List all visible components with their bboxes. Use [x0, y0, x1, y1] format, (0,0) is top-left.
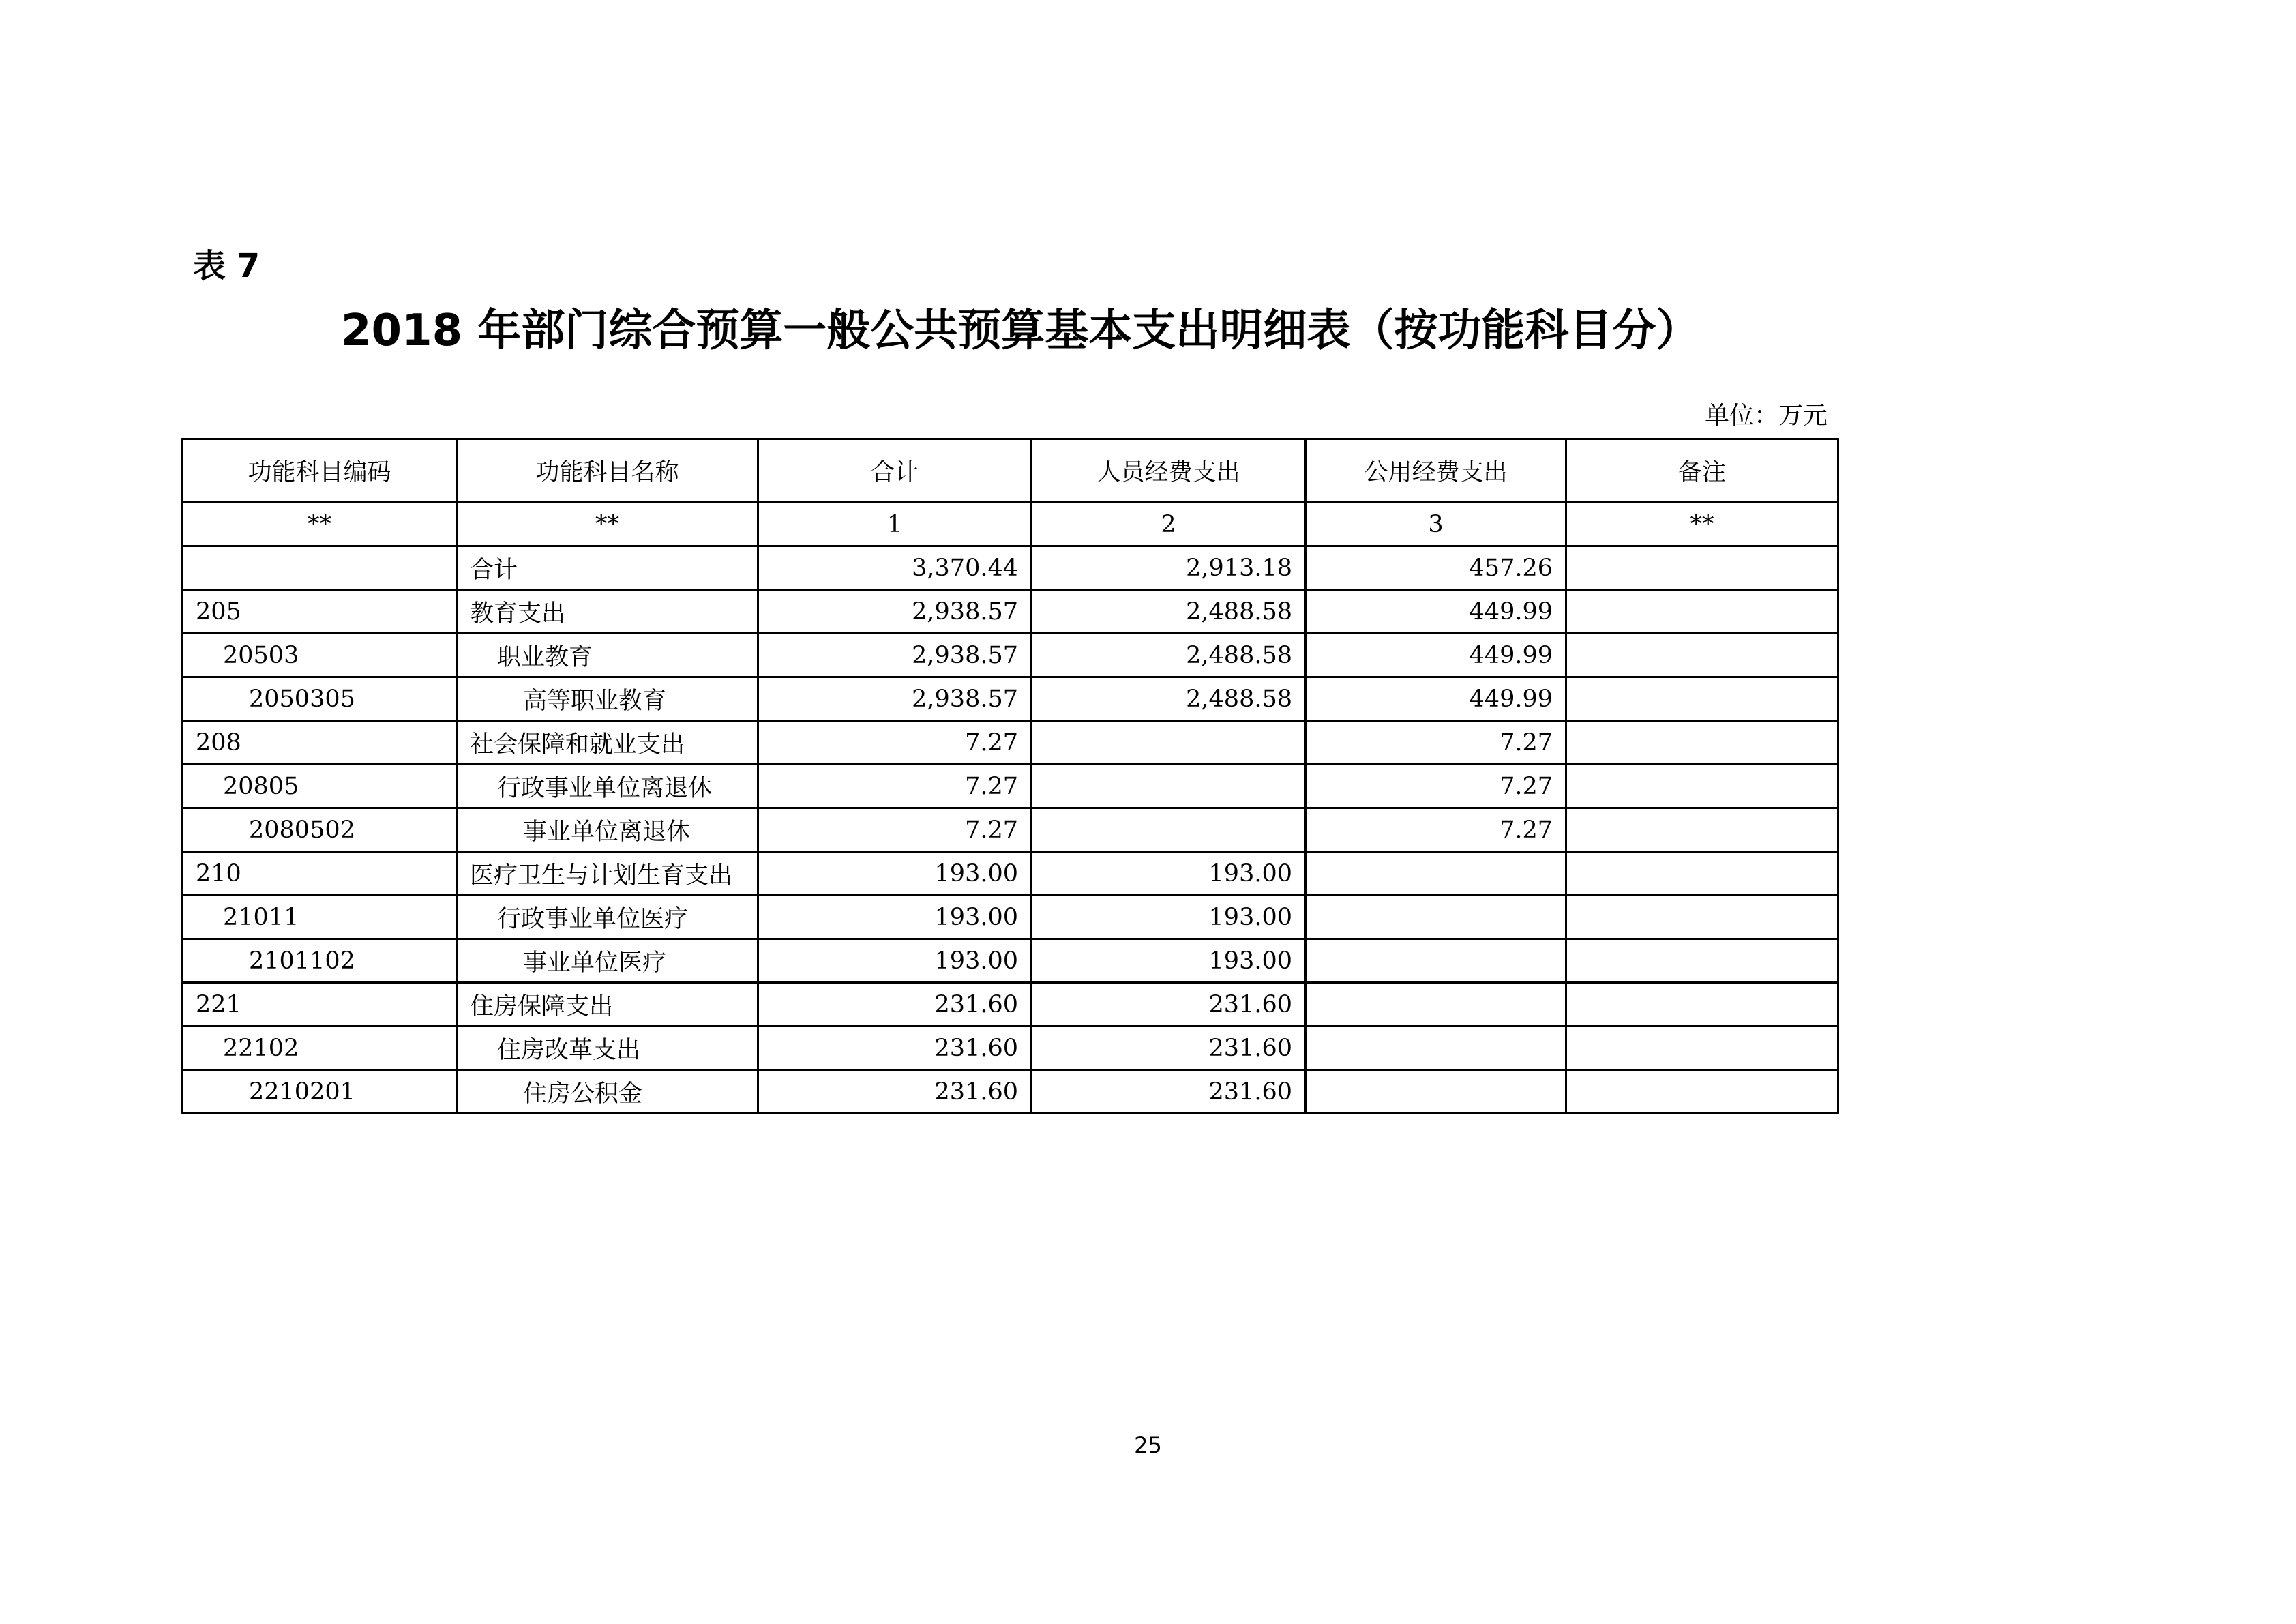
table-row — [183, 896, 1838, 939]
personnel-cell — [1032, 808, 1306, 852]
personnel-cell — [1032, 721, 1306, 765]
budget-table — [181, 438, 1839, 1114]
public-cell — [1306, 852, 1566, 896]
table-row-total — [183, 546, 1838, 590]
name-cell: 社会保障和就业支出 — [457, 721, 758, 765]
note-cell — [1566, 983, 1838, 1027]
total-cell: 193.00 — [758, 852, 1032, 896]
code-cell: 210 — [183, 852, 457, 896]
page-title: 2018 年部门综合预算一般公共预算基本支出明细表（按功能科目分） — [341, 306, 1700, 356]
name-cell: 高等职业教育 — [457, 677, 758, 721]
public-cell — [1306, 1027, 1566, 1070]
table-row — [183, 590, 1838, 634]
index-cell: ** — [1566, 503, 1838, 546]
code-cell: 2080502 — [183, 808, 457, 852]
code-cell: 22102 — [183, 1027, 457, 1070]
total-cell: 231.60 — [758, 1070, 1032, 1114]
code-cell: 20503 — [183, 634, 457, 677]
note-cell — [1566, 634, 1838, 677]
public-cell: 7.27 — [1306, 808, 1566, 852]
public-cell: 457.26 — [1306, 546, 1566, 590]
table-row — [183, 1027, 1838, 1070]
public-cell: 7.27 — [1306, 765, 1566, 808]
name-cell: 住房改革支出 — [457, 1027, 758, 1070]
table-row — [183, 677, 1838, 721]
code-cell: 221 — [183, 983, 457, 1027]
index-row — [183, 503, 1838, 546]
total-cell: 2,938.57 — [758, 634, 1032, 677]
index-cell: ** — [457, 503, 758, 546]
table-row — [183, 1070, 1838, 1114]
index-cell: 1 — [758, 503, 1032, 546]
table-row — [183, 852, 1838, 896]
code-cell: 2210201 — [183, 1070, 457, 1114]
name-cell: 住房公积金 — [457, 1070, 758, 1114]
public-cell — [1306, 1070, 1566, 1114]
code-cell: 2101102 — [183, 939, 457, 983]
name-cell: 医疗卫生与计划生育支出 — [457, 852, 758, 896]
table-row — [183, 721, 1838, 765]
public-cell — [1306, 983, 1566, 1027]
name-cell: 事业单位医疗 — [457, 939, 758, 983]
public-cell: 449.99 — [1306, 634, 1566, 677]
personnel-cell: 2,913.18 — [1032, 546, 1306, 590]
total-cell: 2,938.57 — [758, 590, 1032, 634]
public-cell — [1306, 939, 1566, 983]
header-personnel: 人员经费支出 — [1032, 439, 1306, 503]
public-cell — [1306, 896, 1566, 939]
personnel-cell: 2,488.58 — [1032, 634, 1306, 677]
header-note: 备注 — [1566, 439, 1838, 503]
personnel-cell: 231.60 — [1032, 1027, 1306, 1070]
total-cell: 7.27 — [758, 808, 1032, 852]
table-row — [183, 765, 1838, 808]
note-cell — [1566, 896, 1838, 939]
unit-label: 单位：万元 — [1704, 402, 1828, 430]
name-cell: 职业教育 — [457, 634, 758, 677]
total-cell: 7.27 — [758, 765, 1032, 808]
public-cell: 7.27 — [1306, 721, 1566, 765]
personnel-cell — [1032, 765, 1306, 808]
public-cell: 449.99 — [1306, 590, 1566, 634]
code-cell: 2050305 — [183, 677, 457, 721]
note-cell — [1566, 1027, 1838, 1070]
code-cell: 21011 — [183, 896, 457, 939]
total-cell: 7.27 — [758, 721, 1032, 765]
personnel-cell: 231.60 — [1032, 1070, 1306, 1114]
note-cell — [1566, 852, 1838, 896]
name-cell: 行政事业单位医疗 — [457, 896, 758, 939]
public-cell: 449.99 — [1306, 677, 1566, 721]
note-cell — [1566, 546, 1838, 590]
personnel-cell: 2,488.58 — [1032, 677, 1306, 721]
header-row — [183, 439, 1838, 503]
page-number: 25 — [1134, 1432, 1162, 1458]
note-cell — [1566, 808, 1838, 852]
personnel-cell: 193.00 — [1032, 939, 1306, 983]
total-cell: 193.00 — [758, 939, 1032, 983]
note-cell — [1566, 721, 1838, 765]
total-cell: 193.00 — [758, 896, 1032, 939]
note-cell — [1566, 677, 1838, 721]
name-cell: 事业单位离退休 — [457, 808, 758, 852]
code-cell: 208 — [183, 721, 457, 765]
index-cell: ** — [183, 503, 457, 546]
index-cell: 3 — [1306, 503, 1566, 546]
code-cell — [183, 546, 457, 590]
name-cell: 教育支出 — [457, 590, 758, 634]
header-total: 合计 — [758, 439, 1032, 503]
total-cell: 3,370.44 — [758, 546, 1032, 590]
total-cell: 2,938.57 — [758, 677, 1032, 721]
table-row — [183, 983, 1838, 1027]
personnel-cell: 193.00 — [1032, 852, 1306, 896]
note-cell — [1566, 939, 1838, 983]
name-cell: 合计 — [457, 546, 758, 590]
code-cell: 20805 — [183, 765, 457, 808]
name-cell: 住房保障支出 — [457, 983, 758, 1027]
total-cell: 231.60 — [758, 1027, 1032, 1070]
personnel-cell: 231.60 — [1032, 983, 1306, 1027]
note-cell — [1566, 590, 1838, 634]
header-code: 功能科目编码 — [183, 439, 457, 503]
header-name: 功能科目名称 — [457, 439, 758, 503]
table-row — [183, 939, 1838, 983]
code-cell: 205 — [183, 590, 457, 634]
table-row — [183, 634, 1838, 677]
header-public: 公用经费支出 — [1306, 439, 1566, 503]
personnel-cell: 193.00 — [1032, 896, 1306, 939]
table-label: 表 7 — [193, 247, 260, 285]
note-cell — [1566, 1070, 1838, 1114]
personnel-cell: 2,488.58 — [1032, 590, 1306, 634]
total-cell: 231.60 — [758, 983, 1032, 1027]
note-cell — [1566, 765, 1838, 808]
name-cell: 行政事业单位离退休 — [457, 765, 758, 808]
index-cell: 2 — [1032, 503, 1306, 546]
table-row — [183, 808, 1838, 852]
